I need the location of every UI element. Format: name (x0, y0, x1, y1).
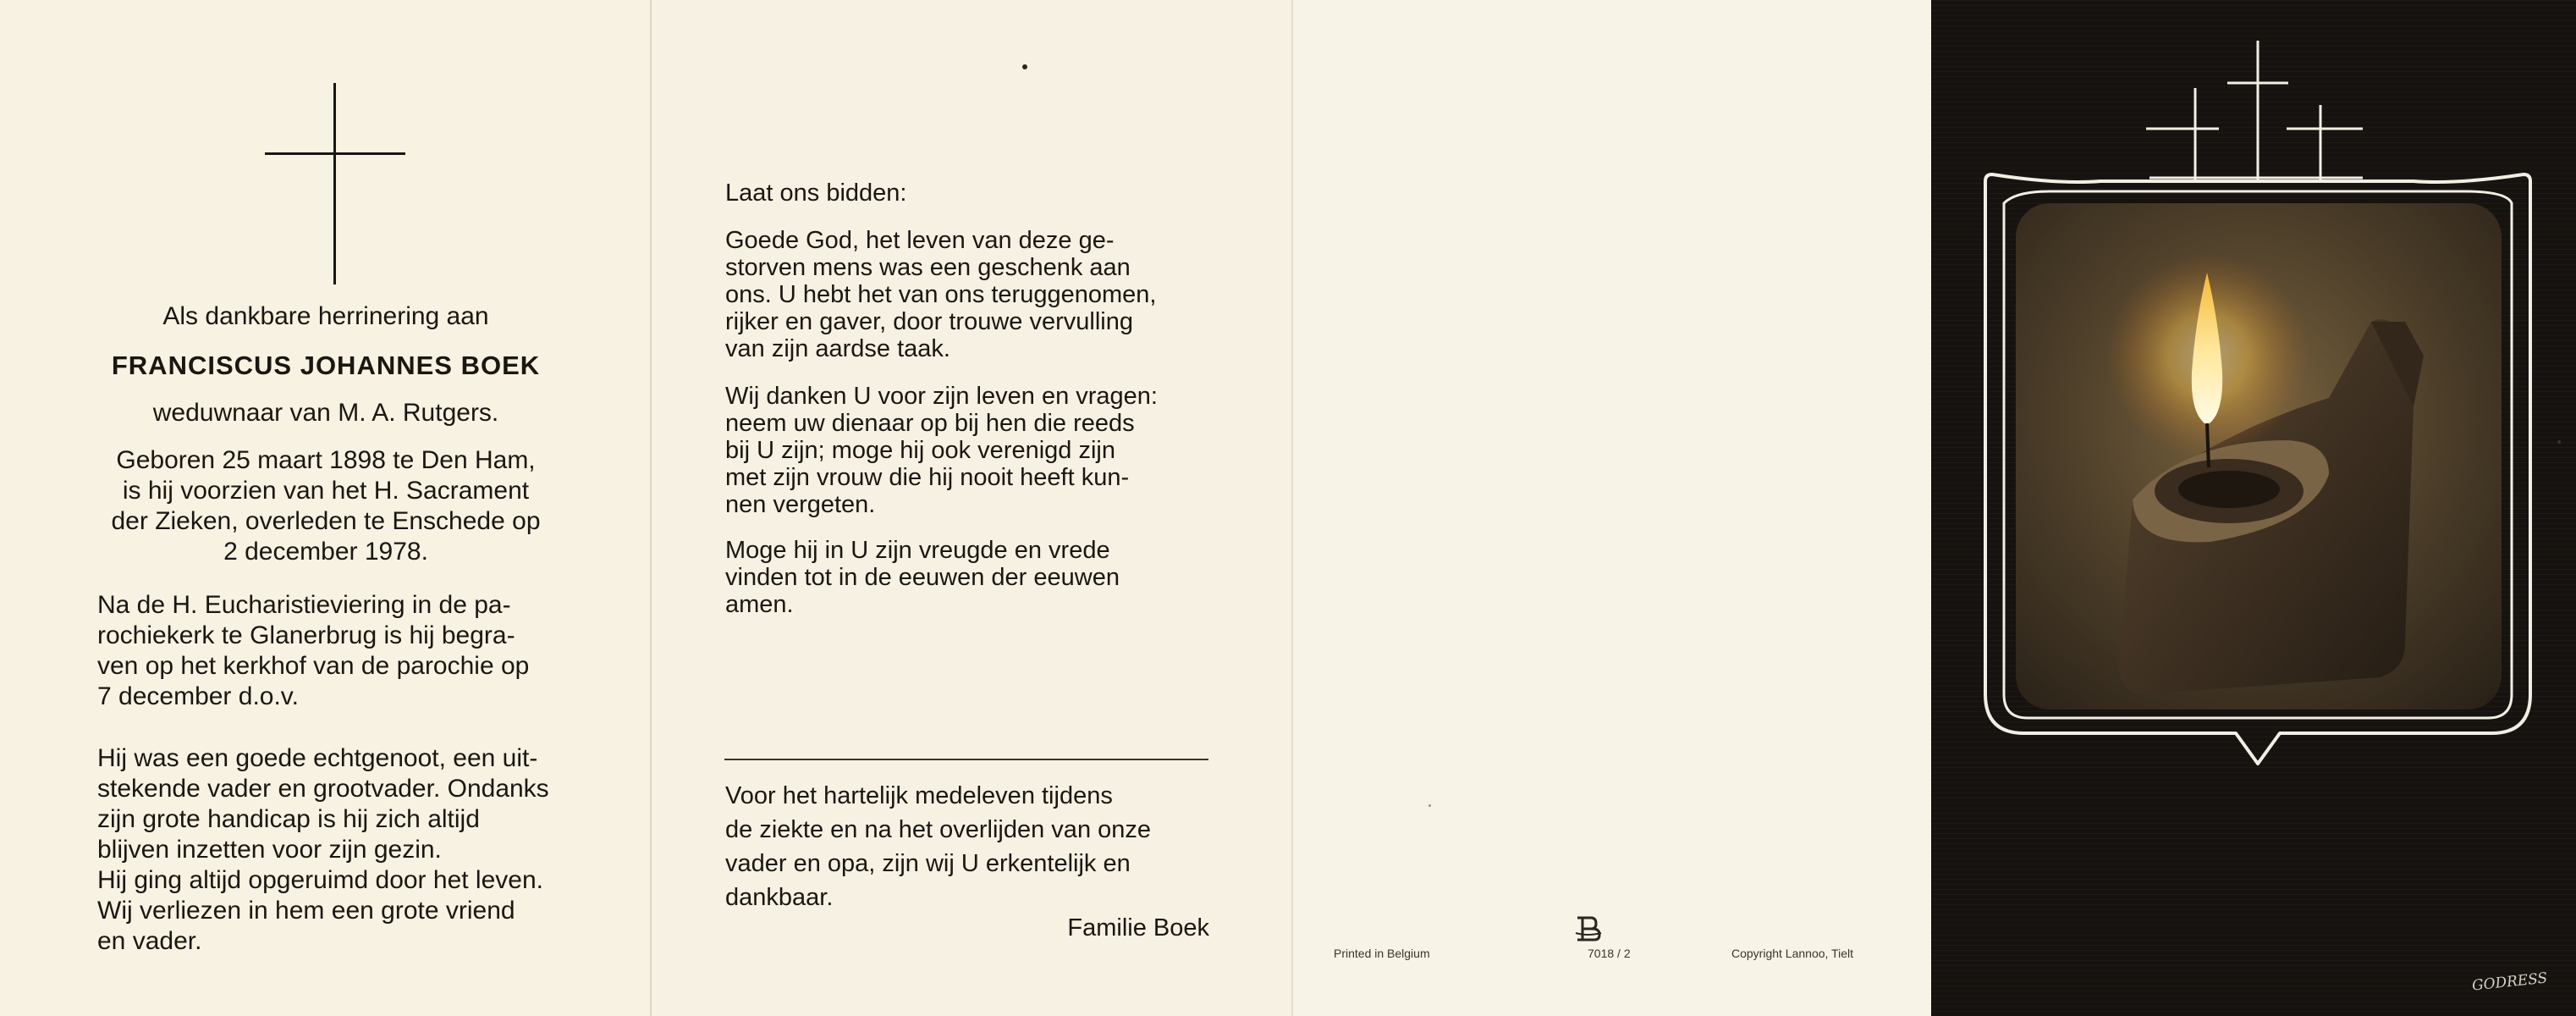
prayer-line: nen vergeten. (725, 491, 876, 518)
paper-speck (1428, 804, 1431, 807)
obituary-panel (0, 0, 652, 1016)
thanks-line: de ziekte en na het overlijden van onze (725, 816, 1152, 843)
printed-in-text: Printed in Belgium (1334, 947, 1430, 960)
deceased-name: FRANCISCUS JOHANNES BOEK (111, 351, 541, 380)
tribute-line: zijn grote handicap is hij zich altijd (97, 805, 480, 833)
prayer-panel (652, 0, 1293, 1016)
prayer-paragraph-1 (725, 227, 1209, 362)
prayer-paragraph-3 (725, 537, 1209, 618)
tribute-line: en vader. (97, 927, 202, 955)
tribute-line: stekende vader en grootvader. Ondanks (97, 775, 549, 803)
burial-line: Na de H. Eucharistieviering in de pa- (97, 591, 511, 619)
widower-text: weduwnaar van M. A. Rutgers. (152, 399, 499, 427)
prayer-line: bij U zijn; moge hij ook verenigd zijn (725, 437, 1115, 464)
burial-line: ven op het kerkhof van de parochie op (97, 652, 530, 680)
thanks-line: dankbaar. (725, 884, 834, 911)
prayer-line: ons. U hebt het van ons teruggenomen, (725, 281, 1157, 308)
burial-line: rochiekerk te Glanerbrug is hij begra- (97, 621, 515, 649)
burial-line: 7 december d.o.v. (97, 682, 299, 710)
prayer-line: van zijn aardse taak. (725, 335, 950, 362)
thanks-line: vader en opa, zijn wij U erkentelijk en (725, 850, 1131, 877)
birth-line-1: Geboren 25 maart 1898 te Den Ham, (116, 446, 536, 474)
birth-line-3: der Zieken, overleden te Enschede op (111, 507, 541, 535)
prayer-line: Wij danken U voor zijn leven en vragen: (725, 383, 1158, 410)
prayer-title: Laat ons bidden: (725, 179, 907, 207)
cover-panel (1931, 0, 2576, 1016)
dedication-text: Als dankbare herrinering aan (162, 302, 489, 330)
paper-speck (2557, 440, 2561, 444)
birth-line-2: is hij voorzien van het H. Sacrament (122, 477, 530, 505)
prayer-line: met zijn vrouw die hij nooit heeft kun- (725, 464, 1130, 491)
prayer-line: vinden tot in de eeuwen der eeuwen (725, 564, 1120, 591)
tribute-line: Wij verliezen in hem een grote vriend (97, 897, 515, 925)
birth-line-4: 2 december 1978. (223, 538, 428, 566)
prayer-line: Goede God, het leven van deze ge- (725, 227, 1115, 254)
tribute-line: Hij was een goede echtgenoot, een uit- (97, 744, 538, 772)
paper-speck (1022, 64, 1027, 69)
prayer-line: storven mens was een geschenk aan (725, 254, 1131, 281)
candle-photo (2016, 203, 2502, 710)
tribute-line: blijven inzetten voor zijn gezin. (97, 836, 442, 864)
prayer-line: amen. (725, 591, 794, 618)
burial-paragraph (97, 590, 583, 712)
thanks-paragraph (725, 779, 1209, 914)
tribute-paragraph (97, 743, 583, 957)
print-code-text: 7018 / 2 (1588, 947, 1631, 960)
copyright-text: Copyright Lannoo, Tielt (1731, 947, 1853, 960)
cover-artwork (1931, 0, 2576, 1016)
publisher-logo-icon (1572, 914, 1603, 943)
prayer-line: rijker en gaver, door trouwe vervulling (725, 308, 1133, 335)
tribute-line: Hij ging altijd opgeruimd door het leven. (97, 866, 543, 894)
prayer-paragraph-2 (725, 383, 1209, 518)
prayer-line: Moge hij in U zijn vreugde en vrede (725, 537, 1110, 564)
artist-signature: GODRESS (2471, 969, 2549, 995)
divider-line (724, 759, 1208, 760)
family-signature: Familie Boek (1067, 914, 1209, 941)
prayer-line: neem uw dienaar op bij hen die reeds (725, 410, 1135, 437)
thanks-line: Voor het hartelijk medeleven tijdens (725, 782, 1113, 809)
back-panel (1293, 0, 1931, 1016)
